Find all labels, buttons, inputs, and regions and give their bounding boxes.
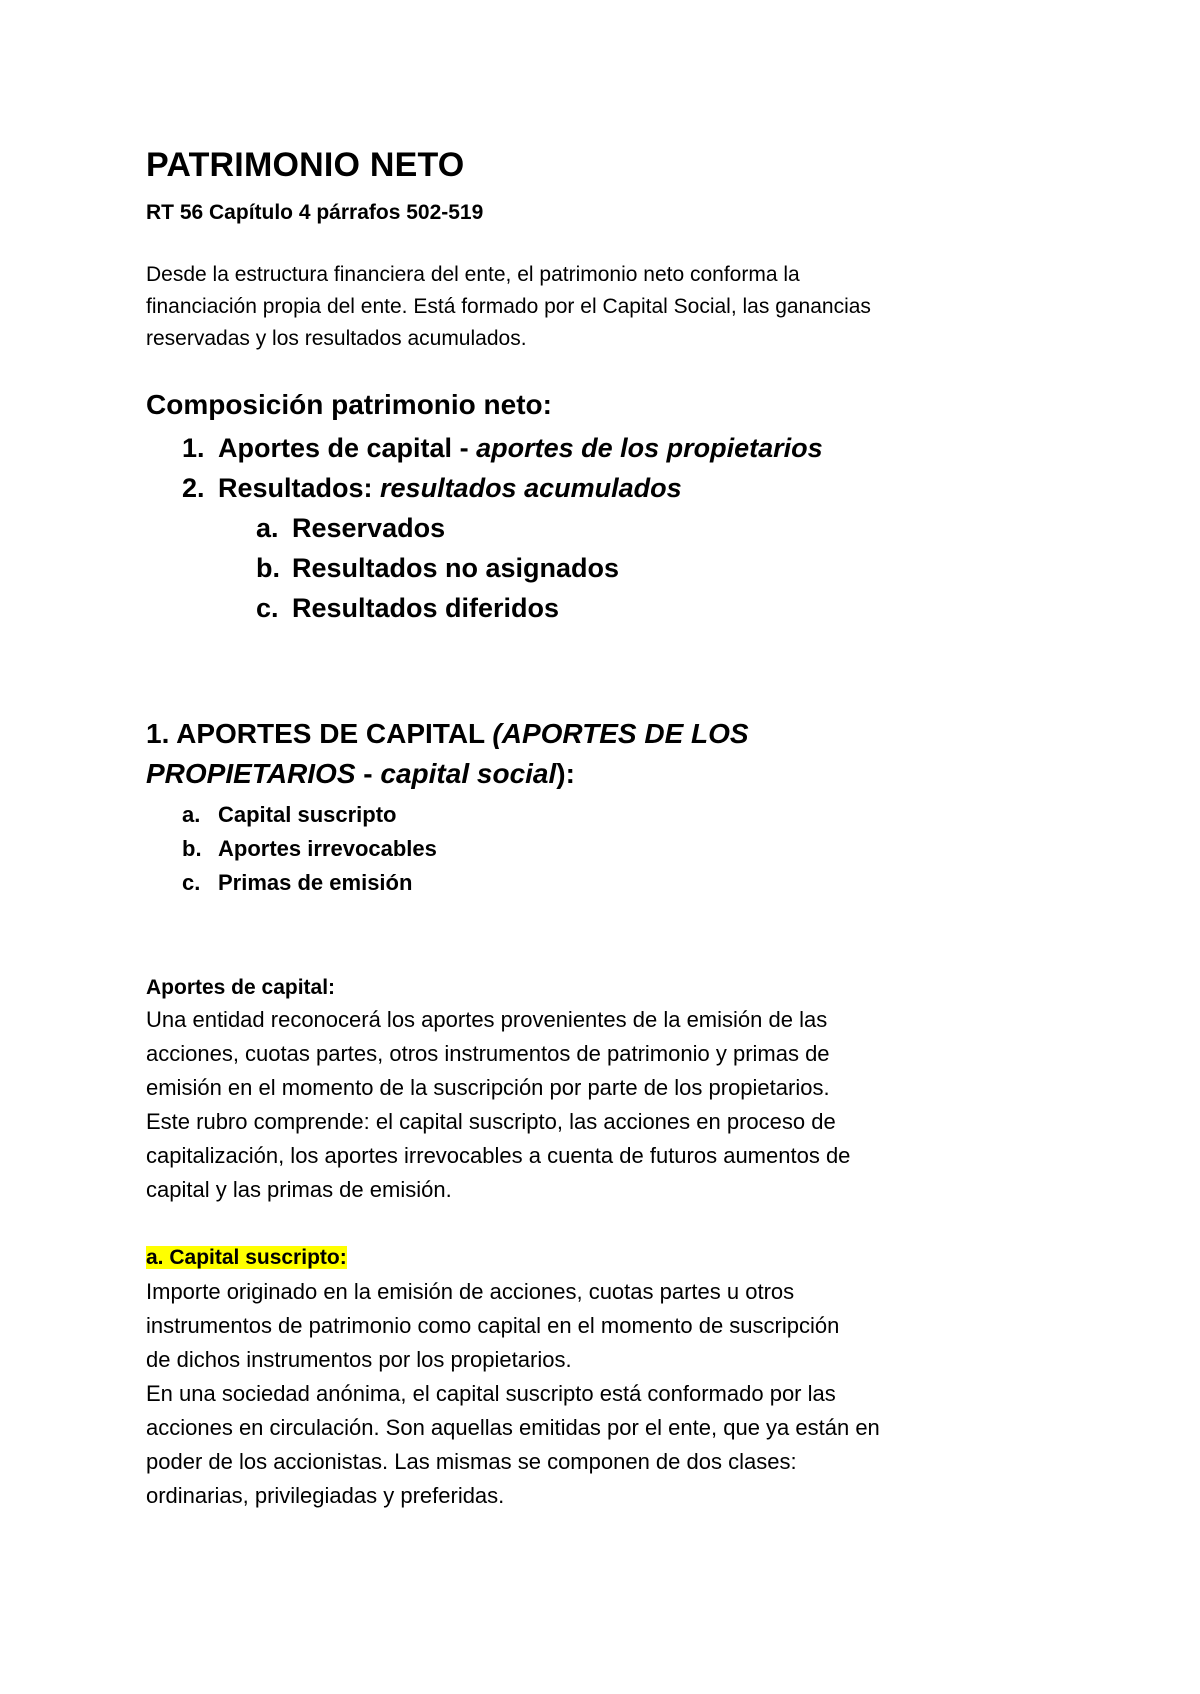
paragraph-line: Una entidad reconocerá los aportes provenientes de la emisión de las bbox=[146, 1007, 828, 1032]
composition-subitem bbox=[256, 513, 445, 544]
page-subtitle: RT 56 Capítulo 4 párrafos 502-519 bbox=[146, 201, 484, 224]
list-letter: a. bbox=[182, 802, 201, 827]
intro-line: Desde la estructura financiera del ente, el patrimonio neto conforma la bbox=[146, 263, 800, 286]
section-heading bbox=[146, 714, 749, 794]
list-label: Reservados bbox=[292, 513, 446, 543]
list-letter: b. bbox=[256, 553, 280, 583]
list-letter: a. bbox=[256, 513, 279, 543]
paragraph-line: poder de los accionistas. Las mismas se componen de dos clases: bbox=[146, 1449, 797, 1474]
section-heading-italic: capital social bbox=[380, 758, 557, 789]
paragraph-line: acciones en circulación. Son aquellas emitidas por el ente, que ya están en bbox=[146, 1415, 880, 1440]
capital-suscripto-label: a. Capital suscripto: bbox=[146, 1246, 347, 1269]
capital-suscripto-paragraph bbox=[146, 1275, 880, 1513]
list-number: 1. bbox=[182, 433, 205, 463]
paragraph-line: de dichos instrumentos por los propietarios. bbox=[146, 1347, 572, 1372]
aportes-paragraph bbox=[146, 1003, 850, 1207]
composition-subitem bbox=[256, 593, 559, 624]
section-item bbox=[182, 870, 412, 896]
list-letter: b. bbox=[182, 836, 202, 861]
paragraph-line: instrumentos de patrimonio como capital en el momento de suscripción bbox=[146, 1313, 840, 1338]
intro-paragraph bbox=[146, 259, 871, 355]
section-heading-text: 1. APORTES DE CAPITAL bbox=[146, 718, 493, 749]
paragraph-line: capital y las primas de emisión. bbox=[146, 1177, 452, 1202]
paragraph-line: capitalización, los aportes irrevocables a cuenta de futuros aumentos de bbox=[146, 1143, 851, 1168]
section-item bbox=[182, 802, 396, 828]
aportes-label: Aportes de capital: bbox=[146, 976, 336, 999]
paragraph-line: Importe originado en la emisión de acciones, cuotas partes u otros bbox=[146, 1279, 795, 1304]
composition-subitem bbox=[256, 553, 619, 584]
section-heading-italic: (APORTES DE LOS bbox=[492, 718, 749, 749]
paragraph-line: emisión en el momento de la suscripción por parte de los propietarios. bbox=[146, 1075, 830, 1100]
page-title: PATRIMONIO NETO bbox=[146, 146, 465, 184]
composition-item bbox=[182, 473, 682, 504]
list-label: Aportes irrevocables bbox=[218, 836, 437, 861]
list-label: Capital suscripto bbox=[218, 802, 397, 827]
section-heading-text: - bbox=[355, 758, 381, 789]
composition-heading: Composición patrimonio neto: bbox=[146, 389, 552, 420]
list-number: 2. bbox=[182, 473, 205, 503]
list-label: Aportes de capital - bbox=[218, 433, 477, 463]
intro-line: reservadas y los resultados acumulados. bbox=[146, 327, 527, 350]
section-item bbox=[182, 836, 437, 862]
list-label: Resultados no asignados bbox=[292, 553, 620, 583]
list-letter: c. bbox=[256, 593, 279, 623]
capital-suscripto-label-wrap bbox=[146, 1246, 347, 1270]
composition-item bbox=[182, 433, 823, 464]
section-heading-line bbox=[146, 714, 749, 754]
section-heading-italic: PROPIETARIOS bbox=[146, 758, 356, 789]
intro-line: financiación propia del ente. Está formado por el Capital Social, las ganancias bbox=[146, 295, 871, 318]
list-letter: c. bbox=[182, 870, 201, 895]
list-label-italic: resultados acumulados bbox=[380, 473, 682, 503]
paragraph-line: ordinarias, privilegiadas y preferidas. bbox=[146, 1483, 505, 1508]
list-label: Resultados diferidos bbox=[292, 593, 560, 623]
list-label: Resultados: bbox=[218, 473, 381, 503]
paragraph-line: Este rubro comprende: el capital suscripto, las acciones en proceso de bbox=[146, 1109, 836, 1134]
list-label-italic: aportes de los propietarios bbox=[476, 433, 823, 463]
paragraph-line: acciones, cuotas partes, otros instrumentos de patrimonio y primas de bbox=[146, 1041, 830, 1066]
list-label: Primas de emisión bbox=[218, 870, 413, 895]
section-heading-text: ): bbox=[556, 758, 575, 789]
section-heading-line bbox=[146, 754, 749, 794]
paragraph-line: En una sociedad anónima, el capital suscripto está conformado por las bbox=[146, 1381, 836, 1406]
